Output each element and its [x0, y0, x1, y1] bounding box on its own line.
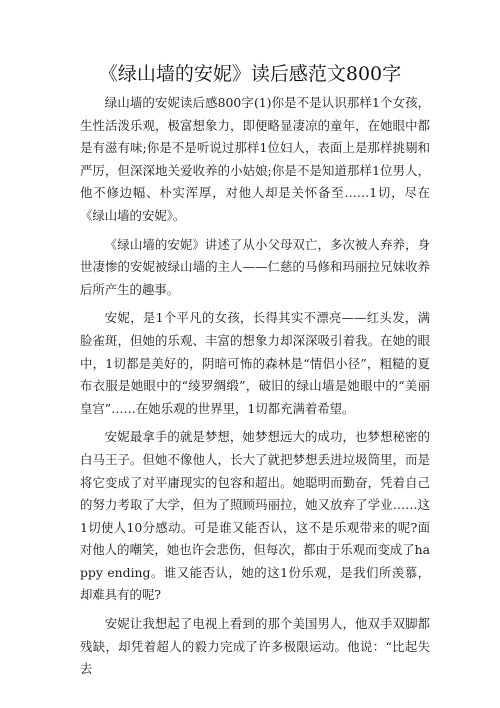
- paragraph: 绿山墙的安妮读后感800字(1)你是不是认识那样1个女孩，生性活泼乐观，极富想象力，即便略显凄凉的童年，在她眼中都是有滋有味;你是不是听说过那样1位妇人，表面上是那样挑剔和严厉，但深深地关爱收养的小姑娘;你是不是知道那样1位男人，他不修边幅、朴实浑厚，对他人却是关怀备至……1切，尽在《绿山墙的安妮》。: [80, 95, 430, 223]
- paragraph: 《绿山墙的安妮》讲述了从小父母双亡，多次被人弃养，身世凄惨的安妮被绿山墙的主人——仁慈的马修和玛丽拉兄妹收养后所产生的趣事。: [80, 236, 430, 297]
- paragraph: 安妮，是1个平凡的女孩，长得其实不漂亮——红头发，满脸雀斑，但她的乐观、丰富的想象力却深深吸引着我。在她的眼中，1切都是美好的，阴暗可怖的森林是“情侣小径”，粗糙的夏布衣服是她眼中的“绫罗绸缎”，破旧的绿山墙是她眼中的“美丽皇宫”……在她乐观的世界里，1切都充满着希望。: [80, 310, 430, 416]
- paragraph: 安妮最拿手的就是梦想，她梦想远大的成功，也梦想秘密的白马王子。但她不像他人，长大了就把梦想丢进垃圾筒里，而是将它变成了对平庸现实的包容和超出。她聪明而勤奋，凭着自己的努力考取了大学，但为了照顾玛丽拉，她又放弃了学业……这1切使人10分感动。可是谁又能否认，这不是乐观带来的呢?面对他人的嘲笑，她也许会悲伤，但每次，都由于乐观而变成了happy ending。谁又能否认，她的这1份乐观，是我们所羡慕，却难具有的呢?: [80, 429, 430, 603]
- document-title: 《绿山墙的安妮》读后感范文800字: [98, 63, 402, 85]
- paragraph: 安妮让我想起了电视上看到的那个美国男人，他双手双脚都残缺，却凭着超人的毅力完成了许多极限运动。他说：“比起失去: [80, 616, 430, 677]
- document-body: [80, 92, 430, 687]
